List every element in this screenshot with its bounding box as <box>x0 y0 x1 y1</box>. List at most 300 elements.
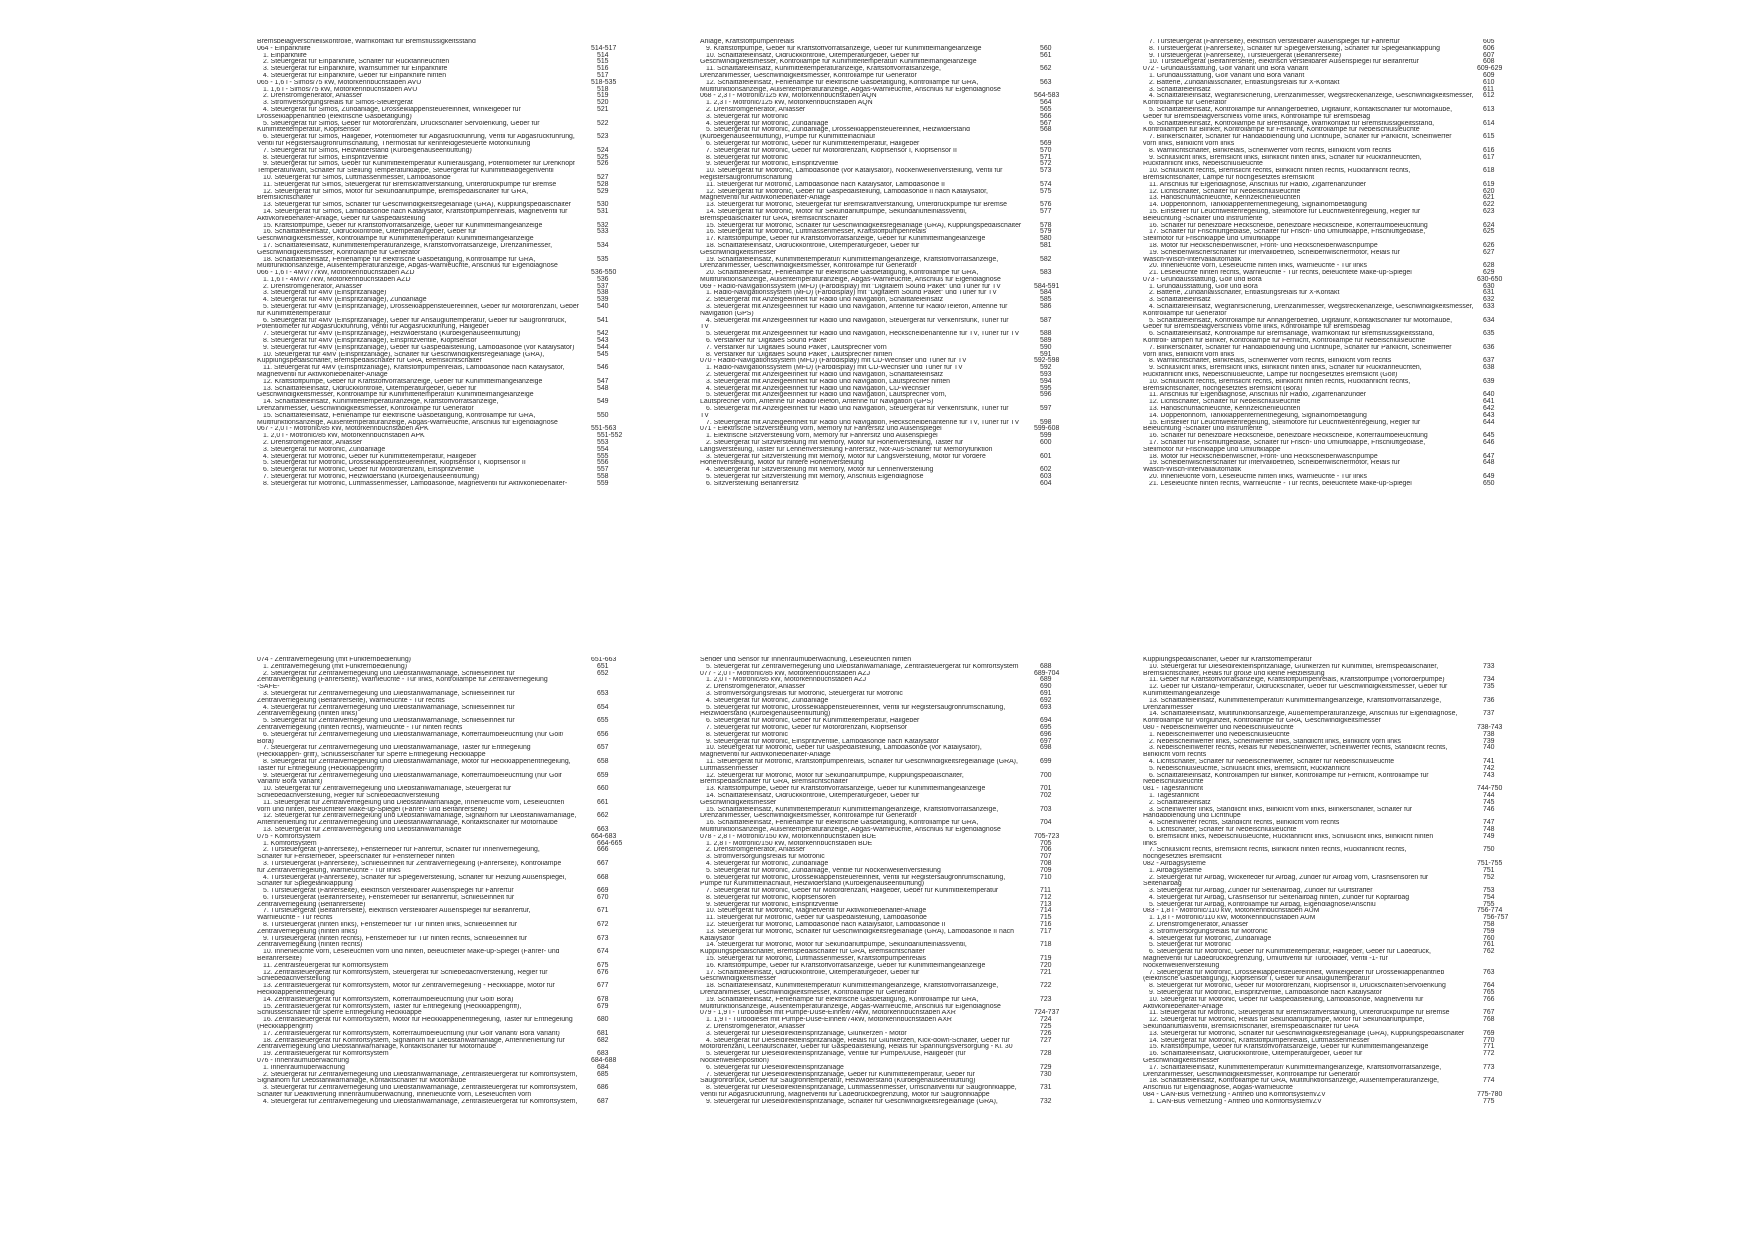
toc-page-number: 559 <box>597 479 609 487</box>
toc-entry-title: 17. Schalter für Frischluftgebläse, Schalter für Frisch- und Umluftklappe, Frischluftgebläse, <box>1149 440 1426 447</box>
toc-entry-row <box>700 80 1080 87</box>
toc-entry-title: 5. Lichtschalter, Schalter für Nebelschlußleuchte <box>1149 826 1297 833</box>
toc-entry-title: 2. Steuergerät mit Anzeigeeinheit für Radio und Navigation, Schalttafeleinsatz <box>706 297 944 304</box>
toc-entry-title: Potentiometer für Abgasrückführung, Ventil für Abgasrückführung, Hallgeber <box>257 324 489 331</box>
toc-entry-title: 4. Steuergerät für Sitzverstellung mit Memory, Motor für Lehnenverstellung <box>706 467 934 474</box>
toc-entry-title: 8. Steuergerät für Motronic, Luftmassenmesser, Lambdasonde, Magnetventil für Aktivkohlebehälter- <box>263 480 568 487</box>
toc-block-5 <box>700 657 1080 1237</box>
toc-entry-title: (elektrische Gasbetätigung), Klopfsensor I, Geber für Ansaugluftemperatur <box>1143 976 1370 983</box>
toc-entry-row <box>1143 433 1523 440</box>
toc-entry-title: 067 - 2,0 l - Motronic/85 kW, Motorkennbuchstaben APK <box>257 426 429 433</box>
toc-entry-row <box>257 358 637 365</box>
toc-entry-title: 12. Lichtschalter, Schalter für Nebelschlußleuchte <box>1149 188 1301 195</box>
toc-entry-title: 5. Steuergerät für Zentralverriegelung und Diebstahlwarnanlage, Zentralsteuergerät für Komfortsystem <box>706 663 1019 670</box>
toc-entry-title: für Zentralverriegelung, Warnleuchte - Tür links <box>257 867 401 874</box>
toc-entry-row <box>700 1024 1080 1031</box>
toc-entry-row <box>1143 976 1523 983</box>
toc-page-number: 743 <box>1483 771 1495 779</box>
toc-entry-row <box>1143 223 1523 230</box>
toc-entry-title: 18. Schalttafeleinsatz, Kühlmitteltemperatur/ Kühlmittelmangelanzeige, Kraftstoffvorratsanzeige, <box>706 983 999 990</box>
toc-page-number: 742 <box>1483 764 1495 772</box>
toc-entry-title: 11. Steuergerät für 4MV (Einspritzanlage), Kraftstoffpumpenrelais, Lambdasonde nach Katalysator, <box>263 365 565 372</box>
toc-entry-title: 18. Motor für Heckscheibenwischer, Front- und Heckscheibenwaschpumpe <box>1149 242 1378 249</box>
toc-entry-row <box>700 338 1080 345</box>
toc-page-number: 631 <box>1483 289 1495 297</box>
toc-entry-title: Magnetventil für Aktivkohlebehälter-Anlage <box>700 752 831 759</box>
toc-entry-title: 8. Türsteuergerät (hinten links), Fensterheber für Tür hinten links, Schließeinheit für <box>263 922 518 929</box>
toc-entry-title: Bremspedalschalter für GRA, Bremslichtschalter <box>700 215 848 222</box>
toc-entry-row <box>700 386 1080 393</box>
toc-entry-row <box>1143 406 1523 413</box>
toc-entry-row <box>700 854 1080 861</box>
toc-entry-title: 17. Zentralsteuergerät für Komfortsystem, Kofferraumbeleuchtung (nur Golf Variant/ Bora Variant) <box>263 1030 560 1037</box>
toc-entry-row <box>1143 413 1523 420</box>
toc-page-number: 635 <box>1483 330 1495 338</box>
toc-entry-row <box>257 148 637 155</box>
toc-entry-title: 6. Schalttafeleinsatz, Kontrollampe für Bremsanlage, Warnkontakt für Bremsflüssigkeitsstand, <box>1149 120 1435 127</box>
toc-block-1 <box>257 39 637 619</box>
toc-entry-title: 11. Schalttafeleinsatz, Kühlmitteltemperaturanzeige, Kraftstoffvorratsanzeige, <box>706 66 941 73</box>
toc-entry-row <box>700 711 1080 718</box>
toc-entry-title: 8. Verstärker für 'Digitales Sound Paket', Lautsprecher hinten <box>706 351 893 358</box>
toc-entry-title: Schiebedachverstellung <box>257 976 331 983</box>
toc-entry-title: 080 - Nebelscheinwerfer und Nebelschlußleuchte <box>1143 724 1294 731</box>
toc-page-number: 608 <box>1483 58 1495 66</box>
toc-entry-title: 4. Steuergerät mit Anzeigeeinheit für Radio und Navigation, CD-Wechsler <box>706 385 930 392</box>
toc-entry-row <box>700 657 1080 664</box>
toc-entry-row <box>700 460 1080 467</box>
toc-page-number: 775 <box>1483 1097 1495 1105</box>
toc-entry-row <box>257 1004 637 1011</box>
toc-entry-row <box>257 990 637 997</box>
toc-page-number: 557 <box>597 466 609 474</box>
toc-entry-row <box>700 970 1080 977</box>
toc-entry-row <box>257 1065 637 1072</box>
toc-entry-row <box>1143 195 1523 202</box>
toc-page-number: 721 <box>1040 968 1052 976</box>
toc-page-number: 655 <box>597 717 609 725</box>
toc-entry-title: 8. Steuergerät für 4MV (Einspritzanlage), Einspritzventile, Klopfsensor <box>263 338 477 345</box>
toc-entry-row <box>1143 39 1523 46</box>
toc-entry-row <box>257 73 637 80</box>
toc-entry-title: 7. Steuergerät für Motronic, Drosselklappensteuereinheit, Winkelgeber für Drosselklappenantrieb <box>1149 969 1445 976</box>
toc-entry-row <box>700 467 1080 474</box>
toc-entry-row <box>1143 1017 1523 1024</box>
toc-entry-title: 2. Drehstromgenerator, Anlasser <box>263 440 363 447</box>
toc-entry-title: Nockenwellenposition) <box>700 1058 769 1065</box>
toc-entry-title: Drehzahlmesser, Geschwindigkeitsmesser, Kontrollampe für Generator <box>700 263 917 270</box>
toc-entry-title: Schlüsselschalter für Sperre Entriegelung Heckklappe <box>257 1010 422 1017</box>
toc-page-number: 767 <box>1483 1009 1495 1017</box>
toc-entry-title: 6. Sitzverstellung Beifahrersitz <box>706 480 799 487</box>
toc-entry-title: 5. Steuergerät für Motronic <box>1149 942 1231 949</box>
toc-entry-title: 14. Steuergerät für Motronic, Motor für Sekundärluftpumpe, Sekundärlufteinlassventil, <box>706 942 967 949</box>
toc-entry-row <box>257 250 637 257</box>
toc-page-number: 711 <box>1040 887 1051 895</box>
toc-page-number: 701 <box>1040 785 1052 793</box>
toc-page-number: 709 <box>1040 866 1052 874</box>
toc-entry-row <box>1143 949 1523 956</box>
toc-entry-title: 4. Steuergerät für Zentralverriegelung und Diebstahlwarnanlage, Schließeinheit für <box>263 704 515 711</box>
toc-entry-title: 3. Nebelscheinwerfer rechts, Relais für Nebelscheinwerfer, Scheinwerfer rechts, Standlicht rechts, <box>1149 745 1448 752</box>
toc-entry-title: 17. Schalter für Frischluftgebläse, Schalter für Frisch- und Umluftklappe, Frischluftgebläse, <box>1149 229 1426 236</box>
toc-entry-title: 15. Einsteller für Leuchtweitenregelung, Stellmotore für Leuchtweitenregelung, Regler für <box>1149 208 1421 215</box>
toc-entry-row <box>1143 379 1523 386</box>
toc-entry-title: Kühlmitteltemperatur, Klopfsensor <box>257 127 361 134</box>
toc-entry-title: 12. Steuergerät für Simos, Motor für Sekundärluftpumpe, Bremspedalschalter für GRA, <box>263 188 529 195</box>
toc-page-number: 651 <box>597 662 609 670</box>
toc-entry-row <box>257 1017 637 1024</box>
toc-page-number: 611 <box>1483 85 1494 93</box>
toc-entry-title: 11. Steuergerät für Motronic, Lambdasonde nach Katalysator, Lambdasonde II <box>706 181 945 188</box>
toc-entry-row <box>1143 243 1523 250</box>
toc-entry-row <box>700 114 1080 121</box>
toc-page-number: 685 <box>597 1070 609 1078</box>
toc-entry-title: 9. Türsteuergerät (hinten rechts), Fensterheber für Tür hinten rechts, Schließeinheit für <box>263 935 528 942</box>
toc-entry-row <box>700 677 1080 684</box>
toc-page-number: 564 <box>1040 99 1052 107</box>
toc-page-number: 715 <box>1040 914 1052 922</box>
toc-entry-row <box>1143 175 1523 182</box>
toc-entry-title: Höhenverstellung, Motor für hintere Höhenverstellung <box>700 460 864 467</box>
toc-entry-row <box>700 983 1080 990</box>
toc-entry-row <box>700 263 1080 270</box>
toc-entry-title: Schalter für Fensterheber, Speerschalter für Fensterheber hinten <box>257 854 455 861</box>
toc-entry-title: 13. Zentralsteuergerät für Komfortsystem, Motor für Zentralverriegelung - Heckklappe, Motor für <box>263 983 555 990</box>
toc-entry-row <box>1143 698 1523 705</box>
toc-page-number: 600 <box>1040 439 1052 447</box>
toc-entry-title: 12. Lichtschalter, Schalter für Nebelschlußleuchte <box>1149 399 1301 406</box>
toc-entry-title: 15. Kraftstoffpumpe, Geber für Kraftstoffvorratsanzeige, Geber für Kühlmittelmangelanzeige <box>1149 1044 1429 1051</box>
toc-entry-title: Taster für Entriegelung (Heckklappengriff) <box>257 765 385 772</box>
toc-entry-row <box>700 1017 1080 1024</box>
toc-entry-row <box>257 677 637 684</box>
toc-page-number: 673 <box>597 934 609 942</box>
toc-page-number: 690 <box>1040 683 1052 691</box>
toc-entry-title: 5. Steuergerät für 4MV (Einspritzanlage), Drosselklappensteuereinheit, Geber für Motordrehzahl, Geber <box>263 304 579 311</box>
toc-page-number: 529 <box>597 187 609 195</box>
toc-page-number: 648 <box>1483 459 1495 467</box>
toc-entry-title: 1. Radio-Navigationssystem (MFD) (Farbdisplay) mit "Digitalem Sound Paket" und Tuner für TV <box>706 290 997 297</box>
toc-entry-title: 7. Blinkerschalter, Schalter für Handabblendung und Lichthupe, Schalter für Parklicht, Scheinwerfer <box>1149 344 1452 351</box>
toc-page-number: 734 <box>1483 676 1495 684</box>
toc-entry-row <box>700 779 1080 786</box>
toc-entry-row <box>257 970 637 977</box>
toc-entry-title: 4. Steuergerät für Einparkhilfe, Geber für Einparkhilfe hinten <box>263 72 447 79</box>
toc-page-number: 613 <box>1483 105 1495 113</box>
toc-entry-title: 11. Steuergerät für Motronic, Steuergerät für Bremskraftverstärkung, Unterdruckpumpe für Bremse <box>1149 1010 1450 1017</box>
toc-entry-title: 10. Türsteuergerät (Beifahrerseite), elektrisch verstellbarer Außenspiegel für Beifahrertür <box>1149 59 1419 66</box>
toc-page-number: 712 <box>1040 893 1052 901</box>
toc-entry-row <box>700 1078 1080 1085</box>
toc-entry-title: 9. Steuergerät für Dieseldirekteinspritzanlage, Schalter für Geschwindigkeitsregelanlage (GRA), <box>706 1098 998 1105</box>
toc-entry-title: 2. Batterie, Zündanlaßschalter, Entlastungsrelais für X-Kontakt <box>1149 79 1340 86</box>
toc-entry-row <box>257 338 637 345</box>
toc-entry-title: 3. Stromversorgungsrelais für Motronic <box>706 854 825 861</box>
toc-chapter-row <box>700 834 1080 841</box>
toc-entry-title: 13. Handschuhfachleuchte, Kennzeichenleuchten <box>1149 195 1301 202</box>
toc-entry-title: Katalysator <box>700 935 735 942</box>
toc-entry-title: Seitenairbag <box>1143 881 1182 888</box>
toc-entry-row <box>700 155 1080 162</box>
toc-entry-title: 11. Steuergerät für Simos, Steuergerät für Bremskraftverstärkung, Unterdruckpumpe für Bremse <box>263 181 557 188</box>
toc-entry-title: 18. Schalttafeleinsatz, Fehlerlampe für elektrische Gasbetätigung, Kontrollampe für GRA, <box>263 256 536 263</box>
toc-entry-title: 10. Steuergerät für Dieseldirekteinspritzanlage, Glühkerzen für Kühlmittel, Bremspedalschalter, <box>1149 663 1439 670</box>
toc-entry-title: 9. Schlußlicht links, Bremslicht links, Blinklicht hinten links, Schalter für Rückfahrleuchten, <box>1149 365 1422 372</box>
toc-entry-title: Motordrehzahl, Leerlaufschalter, Geber für Gaspedalstellung, Relais für Spannungsversorgung - Kl. 30 <box>700 1044 1013 1051</box>
toc-entry-title: Geschwindigkeitsmesser <box>700 976 777 983</box>
toc-entry-row <box>1143 467 1523 474</box>
toc-entry-title: 20. Innenleuchte vorn, Leseleuchte hinten links, Warnleuchte - Tür links <box>1149 263 1367 270</box>
toc-entry-title: 7. Steuergerät für Motronic, Heizwiderstand (Kurbelgehäuseentlüftung) <box>263 474 480 480</box>
toc-page-number: 736 <box>1483 696 1495 704</box>
toc-entry-row <box>700 1092 1080 1099</box>
toc-entry-title: 15. Steuergerät für Motronic, Schalter für Geschwindigkeitsregelanlage (GRA), Kupplungspedalschalter <box>706 222 1022 229</box>
toc-entry-row <box>257 827 637 834</box>
toc-entry-title: 12. Steuergerät für Motronic, Lambdasonde nach Katalysator, Lambdasonde II <box>706 922 946 929</box>
toc-page-number: 762 <box>1483 948 1495 956</box>
toc-entry-title: Multifunktionsanzeige, Außentemperaturanzeige, Abgas-Warnleuchte, Anschluß für Eigendiagnose <box>700 276 1001 283</box>
toc-page-number: 659 <box>597 771 609 779</box>
toc-page-number: 765 <box>1483 989 1495 997</box>
toc-entry-title: TV <box>700 324 709 331</box>
toc-page-number: 641 <box>1483 398 1495 406</box>
toc-page-number: 766 <box>1483 995 1495 1003</box>
toc-page-number: 716 <box>1040 921 1052 929</box>
toc-page-number: 774 <box>1483 1077 1495 1085</box>
toc-entry-title: 16. Schalttafeleinsatz, Fehlerlampe für elektrische Gasbetätigung, Kontrollampe für GRA, <box>706 820 979 827</box>
toc-entry-title: 1. Grundausstattung, Golf Variant und Bora Variant <box>1149 72 1305 79</box>
toc-entry-row <box>700 1058 1080 1065</box>
toc-entry-row <box>257 345 637 352</box>
toc-entry-title: vorn links, Blinklicht vorn links <box>1143 351 1235 358</box>
toc-entry-row <box>1143 257 1523 264</box>
toc-entry-row <box>257 454 637 461</box>
toc-entry-title: 14. Steuergerät für Motronic, Kraftstoffpumpenrelais, Luftmassenmesser <box>1149 1037 1370 1044</box>
toc-page-number: 664-665 <box>597 839 623 847</box>
toc-entry-row <box>1143 80 1523 87</box>
toc-entry-row <box>257 406 637 413</box>
toc-entry-title: 7. Steuergerät mit Anzeigeeinheit für Radio und Navigation, Heckscheibenantenne für TV, Tuner für TV <box>706 419 1020 426</box>
toc-page-number: 754 <box>1483 893 1495 901</box>
toc-entry-row <box>700 454 1080 461</box>
toc-page-number: 587 <box>1040 316 1052 324</box>
toc-page-number: 706 <box>1040 846 1052 854</box>
toc-entry-title: 14. Doppeltonhorn, Tankklappenfernentriegelung, Signalhornbetätigung <box>1149 412 1367 419</box>
toc-entry-title: Nebelschlußleuchte <box>1143 779 1204 786</box>
toc-entry-row <box>257 420 637 427</box>
toc-entry-title: 14. Doppeltonhorn, Tankklappenfernentriegelung, Signalhornbetätigung <box>1149 202 1367 209</box>
toc-entry-title: 9. Steuergerät für Simos, Geber für Kühlmitteltemperatur Kühlerausgang, Potentiometer für Drehknopf <box>263 161 575 168</box>
toc-page-number: 744 <box>1483 791 1495 799</box>
toc-page-number: 740 <box>1483 744 1495 752</box>
toc-entry-title: 10. Schalttafeleinsatz, Öldruckkontrolle, Öltemperaturgeber, Geber für <box>706 52 920 59</box>
toc-page-number: 572 <box>1040 160 1052 168</box>
toc-entry-row <box>700 372 1080 379</box>
toc-entry-row <box>1143 922 1523 929</box>
toc-entry-row <box>700 807 1080 814</box>
toc-entry-row <box>700 908 1080 915</box>
toc-entry-title: Sender und Sensor für Innenraumüberwachung, Leseleuchten hinten <box>700 657 912 663</box>
toc-entry-title: 5. Türsteuergerät (Fahrerseite), elektrisch verstellbarer Außenspiegel für Fahrertür <box>263 888 514 895</box>
toc-entry-title: 083 - 1,8 l - Motronic/110 kW, Motorkennbuchstaben AUM <box>1143 908 1320 915</box>
toc-entry-title: -SAFE- <box>257 684 280 691</box>
toc-entry-title: 9. Türsteuergerät (Fahrerseite), Türsteuergerät (Beifahrerseite) <box>1149 52 1341 59</box>
toc-page-number: 530 <box>597 201 609 209</box>
toc-entry-title: Bremslichtschalter, Lampe für hochgesetztes Bremslicht <box>1143 174 1315 181</box>
toc-page-number: 735 <box>1483 683 1495 691</box>
toc-entry-row <box>257 997 637 1004</box>
toc-entry-title: 8. Steuergerät für Motronic <box>706 154 788 161</box>
toc-entry-title: 14. Schalttafeleinsatz, Multifunktionsanzeige, Außentemperaturanzeige, Anschluß für Eigendiagnose, <box>1149 711 1458 718</box>
toc-page-number: 661 <box>597 798 609 806</box>
toc-chapter-row <box>700 358 1080 365</box>
toc-page-number: 561 <box>1040 51 1052 59</box>
toc-entry-row <box>1143 365 1523 372</box>
toc-entry-row <box>257 1038 637 1045</box>
toc-entry-row <box>700 216 1080 223</box>
toc-entry-title: Kontrollampe für Generator <box>1143 310 1227 317</box>
toc-entry-title: Magnetventil für Ladedruckbegrenzung, Umluftventil für Turbolader, Ventil -1- für <box>1143 956 1388 963</box>
toc-entry-row <box>257 155 637 162</box>
toc-entry-title: 2. Nebelscheinwerfer links, Scheinwerfer links, Standlicht links, Blinklicht vorn links <box>1149 738 1401 745</box>
toc-page-number: 620 <box>1483 187 1495 195</box>
toc-page-number: 630 <box>1483 282 1495 290</box>
toc-entry-row <box>257 39 637 46</box>
toc-entry-row <box>700 168 1080 175</box>
toc-entry-row <box>257 1031 637 1038</box>
toc-entry-row <box>257 372 637 379</box>
toc-entry-title: 064 - Einparkhilfe <box>257 45 311 52</box>
toc-entry-row <box>700 73 1080 80</box>
toc-entry-row <box>700 841 1080 848</box>
toc-entry-title: 8. Warnlichtschalter, Blinkrelais, Scheinwerfer vorn rechts, Blinklicht vorn rechts <box>1149 358 1392 365</box>
toc-entry-title: 21. Leseleuchte hinten rechts, Warnleuchte - Tür rechts, beleuchtete Make-up-Spiegel <box>1149 480 1412 487</box>
toc-page-number: 589 <box>1040 337 1052 345</box>
toc-page-number: 775-780 <box>1477 1091 1503 1098</box>
toc-entry-row <box>700 182 1080 189</box>
toc-chapter-row <box>257 657 637 664</box>
toc-entry-row <box>257 161 637 168</box>
toc-entry-title: 2. Drehstromgenerator, Anlasser <box>706 684 806 691</box>
toc-entry-title: 12. Steuergerät für Zentralverriegelung und Diebstahlwarnanlage, Signalhorn für Diebstahlwarnanlage, <box>263 813 577 820</box>
toc-entry-row <box>700 229 1080 236</box>
toc-page-number: 727 <box>1040 1036 1052 1044</box>
toc-page-number: 543 <box>597 337 609 345</box>
toc-entry-row <box>257 114 637 121</box>
toc-page-number: 726 <box>1040 1029 1052 1037</box>
toc-entry-row <box>1143 732 1523 739</box>
toc-entry-title: 2. Steuergerät für Sitzverstellung mit Memory, Motor für Höhenverstellung, Taster für <box>706 440 964 447</box>
toc-page-number: 534 <box>597 241 609 249</box>
toc-entry-title: 9. Steuergerät für Motronic, Einspritzventile <box>706 901 839 908</box>
toc-page-number: 522 <box>597 119 609 127</box>
toc-entry-title: 13. Steuergerät für Motronic, Schalter für Geschwindigkeitsregelanlage (GRA), Lambdasonde II nach <box>706 928 1014 935</box>
toc-entry-title: 9. Schlußlicht links, Bremslicht links, Blinklicht hinten links, Schalter für Rückfahrleuchten, <box>1149 154 1422 161</box>
toc-entry-title: 078 - 2,8 l - Motronic/150 kW, Motorkennbuchstaben BDE <box>700 833 877 840</box>
toc-entry-title: 14. Steuergerät für Motronic, Motor für Sekundärluftpumpe, Sekundärlufteinlassventil, <box>706 208 967 215</box>
toc-page-number: 629 <box>1483 269 1495 277</box>
toc-entry-title: Handabblendung und Lichthupe <box>1143 813 1241 820</box>
toc-page-number: 738-743 <box>1477 723 1503 731</box>
toc-entry-row <box>1143 691 1523 698</box>
toc-entry-row <box>1143 875 1523 882</box>
toc-entry-row <box>700 270 1080 277</box>
toc-entry-row <box>700 257 1080 264</box>
toc-page-number: 622 <box>1483 201 1495 209</box>
toc-page-number: 689 <box>1040 676 1052 684</box>
toc-chapter-row <box>1143 277 1523 284</box>
toc-page-number: 704 <box>1040 819 1052 827</box>
toc-entry-row <box>257 481 637 488</box>
toc-page-number: 535 <box>597 255 609 263</box>
toc-entry-row <box>1143 474 1523 481</box>
toc-entry-title: 5. Steuergerät mit Anzeigeeinheit für Radio und Navigation, Lautsprecher vorn, <box>706 392 947 399</box>
toc-entry-row <box>700 745 1080 752</box>
toc-entry-title: 6. Steuergerät für Motronic, Geber für Kühlmitteltemperatur, Hallgeber, Geber für Ladedruck, <box>1149 949 1431 956</box>
toc-entry-title: Geber für Bremsbelagverschleiß vorne links, Kontrollampe für Bremsbelag <box>1143 113 1371 120</box>
toc-entry-row <box>257 1085 637 1092</box>
toc-entry-title: Beifahrerseite) <box>257 956 302 963</box>
toc-entry-row <box>1143 121 1523 128</box>
toc-page-number: 577 <box>1040 207 1052 215</box>
toc-entry-title: Geschwindigkeitsmesser <box>700 799 777 806</box>
toc-page-number: 691 <box>1040 689 1052 697</box>
toc-page-number: 768 <box>1483 1016 1495 1024</box>
toc-entry-row <box>257 725 637 732</box>
toc-entry-title: 15. Schalttafeleinsatz, Kühlmitteltemperatur/ Kühlmittelmangelanzeige, Kraftstoffvorratsanzeige, <box>706 806 999 813</box>
toc-entry-title: Zentralverriegelung (Beifahrerseite), Warnleuchte - Tür rechts <box>257 697 445 704</box>
toc-entry-row <box>700 290 1080 297</box>
toc-entry-row <box>257 447 637 454</box>
toc-page-number: 521 <box>597 105 609 113</box>
toc-entry-title: 16. Schalttafeleinsatz, Öldruckkontrolle, Öltemperaturgeber, Geber für <box>1149 1051 1363 1058</box>
toc-entry-row <box>700 936 1080 943</box>
toc-entry-title: 7. Steuergerät für Zentralverriegelung und Diebstahlwarnanlage, Taster für Entriegelung <box>263 745 531 752</box>
toc-entry-title: 1. 1,6 l - Simos/75 kW, Motorkennbuchstaben AVU <box>263 86 418 93</box>
toc-page-number: 515 <box>597 58 609 66</box>
toc-entry-title: 13. Kraftstoffpumpe, Geber für Kraftstoffvorratsanzeige, Geber für Kühlmittelmangelanzeige <box>706 786 986 793</box>
toc-page-number: 760 <box>1483 934 1495 942</box>
toc-page-number: 769 <box>1483 1029 1495 1037</box>
toc-page-number: 597 <box>1040 405 1052 413</box>
toc-entry-title: 8. Steuergerät für Motronic, Geber für Motordrehzahl, Klopfsensor II, Druckschalter/Servolenkung <box>1149 983 1446 990</box>
toc-entry-row <box>700 1099 1080 1106</box>
toc-entry-title: 12. Steuergerät für Motronic, Relais für Sekundärluftpumpe, Motor für Sekundärluftpumpe, <box>1149 1017 1425 1024</box>
toc-page-number: 549 <box>597 398 609 406</box>
toc-entry-row <box>1143 739 1523 746</box>
toc-entry-row <box>257 983 637 990</box>
toc-page-number: 640 <box>1483 391 1495 399</box>
toc-page-number: 643 <box>1483 411 1495 419</box>
toc-entry-title: 5. Schalttafeleinsatz, Kontrollampe für Anhängerbetrieb, Digitaluhr, Kontaktschalter für Motorhaube, <box>1149 317 1452 324</box>
toc-page-number: 755 <box>1483 900 1495 908</box>
toc-entry-title: Rückfahrlicht links, Nebelschlußleuchte <box>1143 161 1263 168</box>
toc-entry-title: 3. Steuergerät für Motronic, Zündanlage <box>263 446 386 453</box>
toc-entry-title: 15. Zentralsteuergerät für Komfortsystem, Taster für Entriegelung (Heckklappengriff), <box>263 1003 522 1010</box>
toc-entry-title: 11. Steuergerät für Zentralverriegelung und Diebstahlwarnanlage, Innenleuchte vorn, Leseleuchten <box>263 799 565 806</box>
toc-entry-title: Drehzahlmesser <box>1143 704 1194 711</box>
toc-entry-title: 1. 1,8 l - Motronic/110 kW, Motorkennbuchstaben AUM <box>1149 915 1316 922</box>
toc-entry-row <box>257 216 637 223</box>
toc-entry-row <box>700 236 1080 243</box>
toc-entry-title: Multifunktionsanzeige, Außentemperaturanzeige, Abgas-Warnleuchte, Anschluß für Eigendiagnose <box>700 1003 1001 1010</box>
toc-page-number: 669 <box>597 887 609 895</box>
toc-entry-row <box>700 861 1080 868</box>
toc-entry-title: 9. Steuergerät für Motronic, Einspritzventile <box>706 161 839 168</box>
toc-entry-row <box>1143 229 1523 236</box>
toc-page-number: 551-552 <box>597 432 623 440</box>
